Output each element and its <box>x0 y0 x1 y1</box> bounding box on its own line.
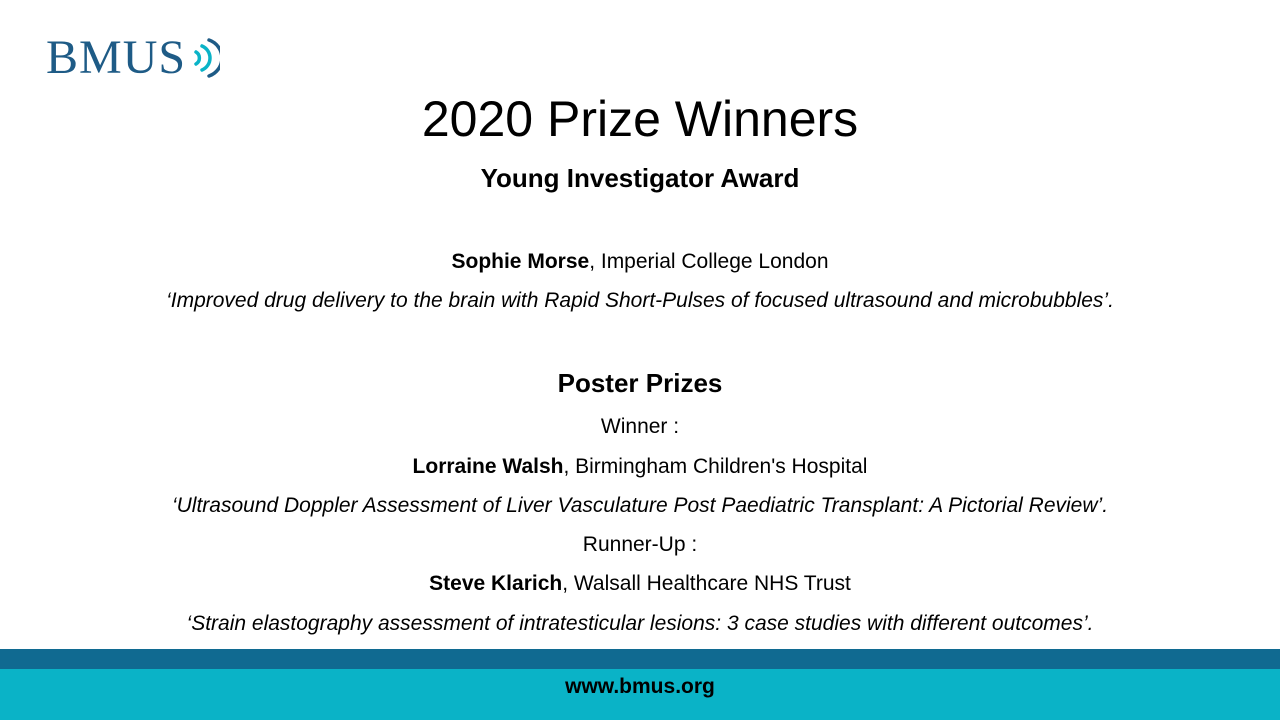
poster-winner <box>0 453 1280 481</box>
logo-text: BMUS <box>46 31 187 84</box>
footer-url: www.bmus.org <box>565 675 715 698</box>
sound-waves-icon <box>190 38 220 78</box>
poster-winner-paper-title: ‘Ultrasound Doppler Assessment of Liver Vasculature Post Paediatric Transplant: A Pictorial Review’. <box>171 494 1109 517</box>
young-investigator-paper-title: ‘Improved drug delivery to the brain with Rapid Short-Pulses of focused ultrasound and microbubbles’. <box>166 289 1114 312</box>
winner-affiliation: , Imperial College London <box>589 250 829 273</box>
poster-runner-up-affiliation: , Walsall Healthcare NHS Trust <box>562 572 851 595</box>
page-title: 2020 Prize Winners <box>421 91 859 147</box>
poster-winner-label: Winner : <box>600 415 680 438</box>
poster-prizes-heading: Poster Prizes <box>557 368 723 398</box>
poster-runner-up-paper-title: ‘Strain elastography assessment of intratesticular lesions: 3 case studies with different outcomes’. <box>186 612 1094 635</box>
poster-runner-up-label: Runner-Up : <box>582 533 698 556</box>
poster-runner-up <box>0 570 1280 598</box>
bmus-logo <box>46 30 220 86</box>
young-investigator-heading: Young Investigator Award <box>480 163 800 193</box>
footer-bar-dark <box>0 649 1280 669</box>
poster-winner-name: Lorraine Walsh <box>412 455 564 478</box>
poster-runner-up-name: Steve Klarich <box>429 572 563 595</box>
poster-winner-affiliation: , Birmingham Children's Hospital <box>563 455 868 478</box>
winner-name: Sophie Morse <box>451 250 590 273</box>
young-investigator-winner <box>0 248 1280 276</box>
